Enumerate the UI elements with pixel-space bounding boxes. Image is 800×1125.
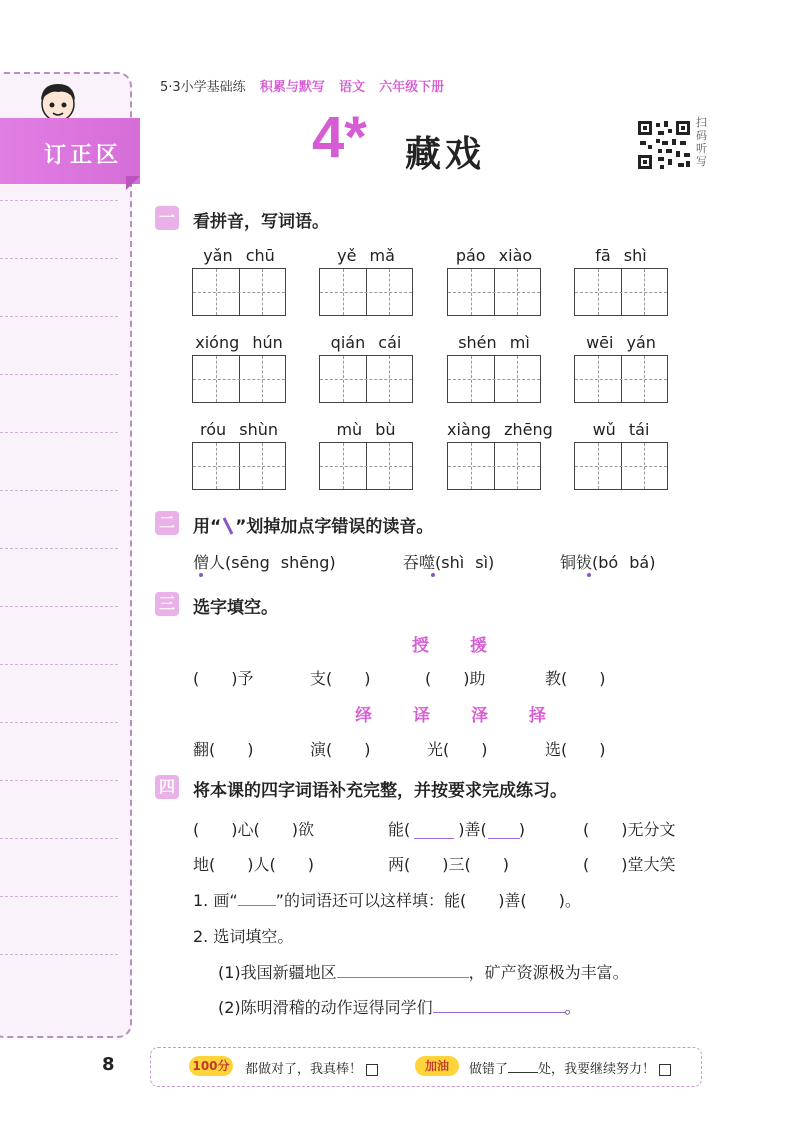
correction-area bbox=[0, 72, 132, 1038]
pinyin-label: fā shì bbox=[595, 246, 647, 265]
writing-box[interactable] bbox=[192, 442, 286, 490]
char-choice-4: 译 bbox=[413, 706, 430, 726]
pinyin-label: mù bù bbox=[336, 420, 396, 439]
underline-mark bbox=[488, 838, 520, 839]
fill-item: ( )助 bbox=[425, 669, 486, 688]
section-2-badge: 二 bbox=[155, 511, 179, 535]
pinyin-label: qián cái bbox=[330, 333, 402, 352]
char-choice-1: 授 bbox=[412, 636, 429, 656]
idiom-item: ( )心( )欲 bbox=[193, 820, 314, 839]
fill-item: 光( ) bbox=[427, 740, 488, 759]
writing-box[interactable] bbox=[319, 355, 413, 403]
qr-caption: 扫码听写 bbox=[696, 116, 707, 168]
writing-box[interactable] bbox=[319, 268, 413, 316]
fill-item: 支( ) bbox=[310, 669, 371, 688]
pinyin-label: yǎn chū bbox=[203, 246, 275, 265]
pinyin-label: xiàng zhēng bbox=[447, 420, 553, 439]
writing-box[interactable] bbox=[574, 442, 668, 490]
underline-mark bbox=[414, 838, 454, 839]
question-2-2: (2)陈明滑稽的动作逗得同学们 。 bbox=[218, 998, 581, 1017]
char-choice-6: 择 bbox=[529, 706, 546, 726]
tab-fold bbox=[126, 176, 140, 190]
section-4-badge: 四 bbox=[155, 775, 179, 799]
writing-box[interactable] bbox=[574, 355, 668, 403]
pinyin-label: xióng hún bbox=[195, 333, 283, 352]
lesson-title: 藏戏 bbox=[405, 134, 486, 175]
section-1-title: 看拼音，写词语。 bbox=[193, 212, 329, 232]
question-1: 1. 画“ ”的词语还可以这样填：能( )善( )。 bbox=[193, 891, 581, 910]
writing-box[interactable] bbox=[447, 355, 541, 403]
writing-box[interactable] bbox=[319, 442, 413, 490]
pronunciation-item-3: 铜钹(bó bá) bbox=[560, 553, 656, 572]
pinyin-label: yě mǎ bbox=[337, 246, 395, 265]
emphasis-dot bbox=[199, 573, 203, 577]
full-score-badge: 100分 bbox=[189, 1056, 233, 1076]
section-4-title: 将本课的四字词语补充完整，并按要求完成练习。 bbox=[193, 781, 567, 801]
strike-mark-icon bbox=[221, 517, 235, 535]
fill-item: 教( ) bbox=[545, 669, 606, 688]
emphasis-dot bbox=[431, 573, 435, 577]
question-2-1: (1)我国新疆地区 ，矿产资源极为丰富。 bbox=[218, 963, 629, 982]
pinyin-label: róu shùn bbox=[200, 420, 278, 439]
full-score-checkbox[interactable] bbox=[366, 1064, 378, 1076]
section-1-badge: 一 bbox=[155, 206, 179, 230]
section-3-badge: 三 bbox=[155, 592, 179, 616]
pinyin-label: páo xiào bbox=[455, 246, 533, 265]
lesson-number: 4* bbox=[312, 105, 367, 170]
writing-box[interactable] bbox=[447, 268, 541, 316]
fill-item: ( )予 bbox=[193, 669, 254, 688]
qr-code-icon[interactable] bbox=[636, 119, 692, 171]
effort-text: 做错了 处，我要继续努力！ bbox=[469, 1058, 671, 1077]
writing-box[interactable] bbox=[192, 268, 286, 316]
correction-tab: 订正区 bbox=[0, 118, 140, 184]
fill-item: 演( ) bbox=[310, 740, 371, 759]
full-score-text: 都做对了，我真棒！ bbox=[245, 1058, 378, 1077]
pronunciation-item-1: 僧人(sēng shēng) bbox=[193, 553, 336, 572]
book-header: 5·3小学基础练 积累与默写 语文 六年级下册 bbox=[160, 80, 445, 95]
char-choice-2: 援 bbox=[470, 636, 487, 656]
char-choice-5: 泽 bbox=[471, 706, 488, 726]
idiom-item: 两( )三( ) bbox=[388, 855, 509, 874]
pinyin-label: shén mì bbox=[458, 333, 530, 352]
pronunciation-item-2: 吞噬(shì sì) bbox=[403, 553, 495, 572]
writing-box[interactable] bbox=[192, 355, 286, 403]
writing-box[interactable] bbox=[447, 442, 541, 490]
pinyin-label: wēi yán bbox=[586, 333, 656, 352]
char-choice-3: 绎 bbox=[355, 706, 372, 726]
idiom-item: ( )堂大笑 bbox=[583, 855, 676, 874]
page-number: 8 bbox=[102, 1054, 115, 1075]
idiom-item: ( )无分文 bbox=[583, 820, 676, 839]
self-check-bar bbox=[150, 1047, 702, 1087]
section-2-title: 用“ ”划掉加点字错误的读音。 bbox=[193, 517, 434, 537]
writing-box[interactable] bbox=[574, 268, 668, 316]
idiom-item: 能( )善( ) bbox=[388, 820, 525, 839]
effort-checkbox[interactable] bbox=[659, 1064, 671, 1076]
section-3-title: 选字填空。 bbox=[193, 598, 278, 618]
fill-item: 翻( ) bbox=[193, 740, 254, 759]
question-2: 2. 选词填空。 bbox=[193, 927, 294, 946]
pinyin-label: wǔ tái bbox=[592, 420, 650, 439]
fill-item: 选( ) bbox=[545, 740, 606, 759]
emphasis-dot bbox=[587, 573, 591, 577]
idiom-item: 地( )人( ) bbox=[193, 855, 314, 874]
effort-badge: 加油 bbox=[415, 1056, 459, 1076]
